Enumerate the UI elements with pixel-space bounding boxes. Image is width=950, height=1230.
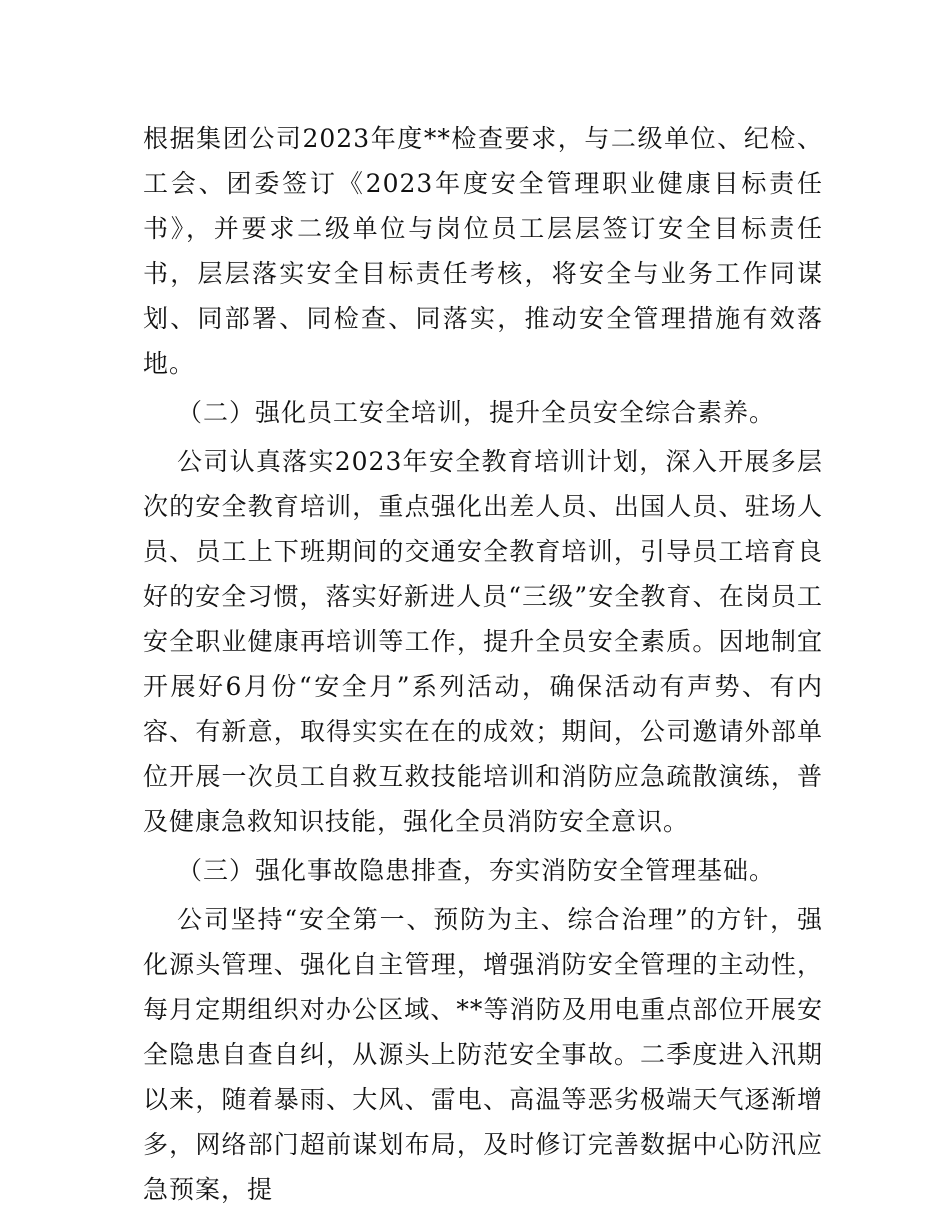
paragraph-hazard-inspection: 公司坚持“安全第一、预防为主、综合治理”的方针，强化源头管理、强化自主管理，增强消防安全管理的主动性，每月定期组织对办公区域、**等消防及用电重点部位开展安全隐患自查自纠，从源头上防范安全事故。二季度进入汛期以来，随着暴雨、大风、雷电、高温等恶劣极端天气逐渐增多，网络部门超前谋划布局，及时修订完善数据中心防汛应急预案，提 bbox=[143, 905, 823, 1204]
section-heading-training: （二）强化员工安全培训，提升全员安全综合素养。 bbox=[177, 398, 776, 427]
paragraph-safety-training: 公司认真落实2023年安全教育培训计划，深入开展多层次的安全教育培训，重点强化出差人员、出国人员、驻场人员、员工上下班期间的交通安全教育培训，引导员工培育良好的安全习惯，落实好新进人员“三级”安全教育、在岗员工安全职业健康再培训等工作，提升全员安全素质。因地制宜开展好6月份“安全月”系列活动，确保活动有声势、有内容、有新意，取得实实在在的成效；期间，公司邀请外部单位开展一次员工自救互救技能培训和消防应急疏散演练，普及健康急救知识技能，强化全员消防安全意识。 bbox=[143, 447, 823, 836]
paragraph-responsibility-agreement: 根据集团公司2023年度**检查要求，与二级单位、纪检、工会、团委签订《2023年度安全管理职业健康目标责任书》，并要求二级单位与岗位员工层层签订安全目标责任书，层层落实安全目标责任考核，将安全与业务工作同谋划、同部署、同检查、同落实，推动安全管理措施有效落地。 bbox=[143, 124, 823, 378]
document-body bbox=[143, 116, 823, 1216]
section-heading-hazard-inspection: （三）强化事故隐患排查，夯实消防安全管理基础。 bbox=[177, 856, 776, 885]
